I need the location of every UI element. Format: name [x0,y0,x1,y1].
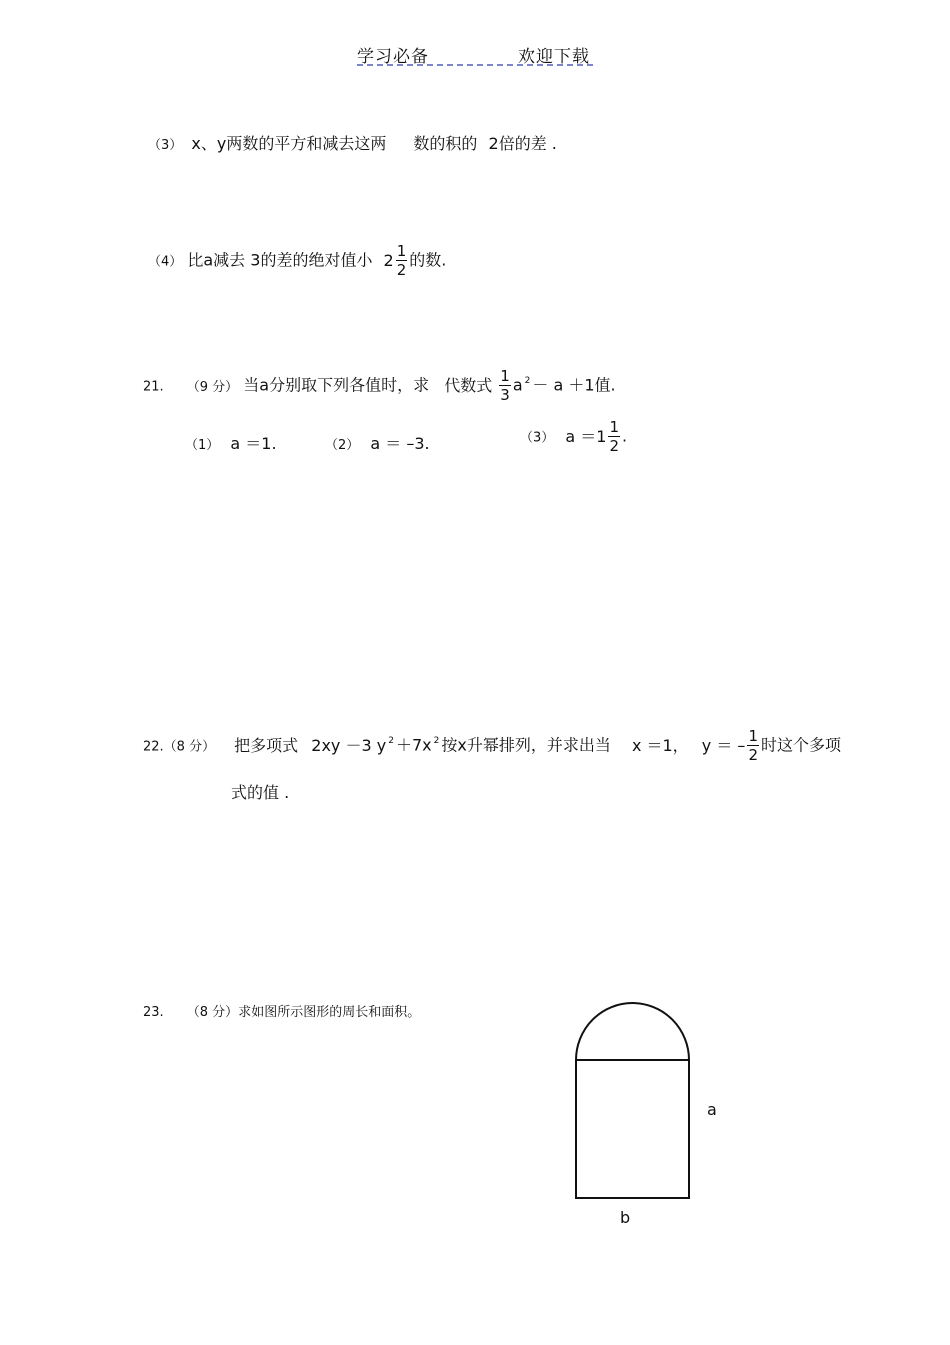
question-21-text2: 代数式 [444,375,493,395]
question-22-text1: 把多项式 [234,735,299,755]
question-21-sub1-text: a ＝1. [230,434,277,453]
question-21-sub1-number: （1） [185,438,220,453]
header-left: 学习必备 [357,47,429,67]
semicircle-shape [576,1003,689,1060]
question-21-sub2-text: a ＝ –3. [370,434,430,453]
question-21-sub3-number: （3） [520,430,555,446]
figure-label-b: b [620,1208,631,1227]
question-21-number: 21. [143,379,164,395]
question-21-sub3-numerator: 1 [609,418,619,436]
question-23-text: 求如图所示图形的周长和面积。 [238,1005,421,1020]
header-right: 欢迎下载 [518,47,590,67]
question-22-numerator: 1 [748,727,758,745]
question-22-text4: 式的值 . [231,783,290,802]
question-4-text1: 比a减去 3的差的绝对值小 [187,250,373,270]
rectangle-shape [576,1060,689,1198]
question-22-p2-sup: 2 [433,735,440,746]
question-21-expr-rest: － a ＋1值. [532,375,616,395]
question-22-p1-sup: 2 [388,735,394,746]
question-3-text1: x、y两数的平方和减去这两 [191,134,387,153]
question-21-text1: 当a分别取下列各值时，求 [243,375,430,395]
question-21-sub2-number: （2） [325,438,360,453]
question-22-text2: 按x升幂排列，并求出当 [441,735,611,755]
question-4-denominator: 2 [396,261,407,279]
question-4-numerator: 1 [396,242,407,260]
question-21-expr-sup: 2 [524,375,531,386]
question-22-cond2: y ＝ – [701,735,746,755]
figure-label-a: a [707,1100,717,1119]
question-4-text2: 的数. [409,250,447,270]
question-22-text3: 时这个多项 [760,735,841,755]
question-22-p1: 2xy －3 y [311,735,387,755]
question-21-sub3-end: . [622,426,628,446]
question-3-text3: 2倍的差 . [488,134,557,153]
question-3-text2: 数的积的 [413,134,478,153]
question-22-denominator: 2 [748,746,758,764]
question-22-p2: ＋7x [395,735,432,755]
question-21-denominator: 3 [500,386,510,404]
question-21-expr-a: a [512,375,523,395]
question-21-score: （9 分） [186,379,239,395]
question-21-sub3-denominator: 2 [609,437,619,455]
question-4-whole: 2 [383,250,394,270]
question-22-number: 22.（8 分） [143,739,216,755]
question-23-score: （8 分） [186,1005,239,1020]
question-21-numerator: 1 [500,367,510,385]
question-3-number: （3） [148,138,183,153]
question-22-cond1: x ＝1， [631,735,689,755]
question-23-number: 23. [143,1005,164,1020]
question-21-sub3-text: a ＝1 [565,426,607,446]
question-4-number: （4） [148,254,183,270]
